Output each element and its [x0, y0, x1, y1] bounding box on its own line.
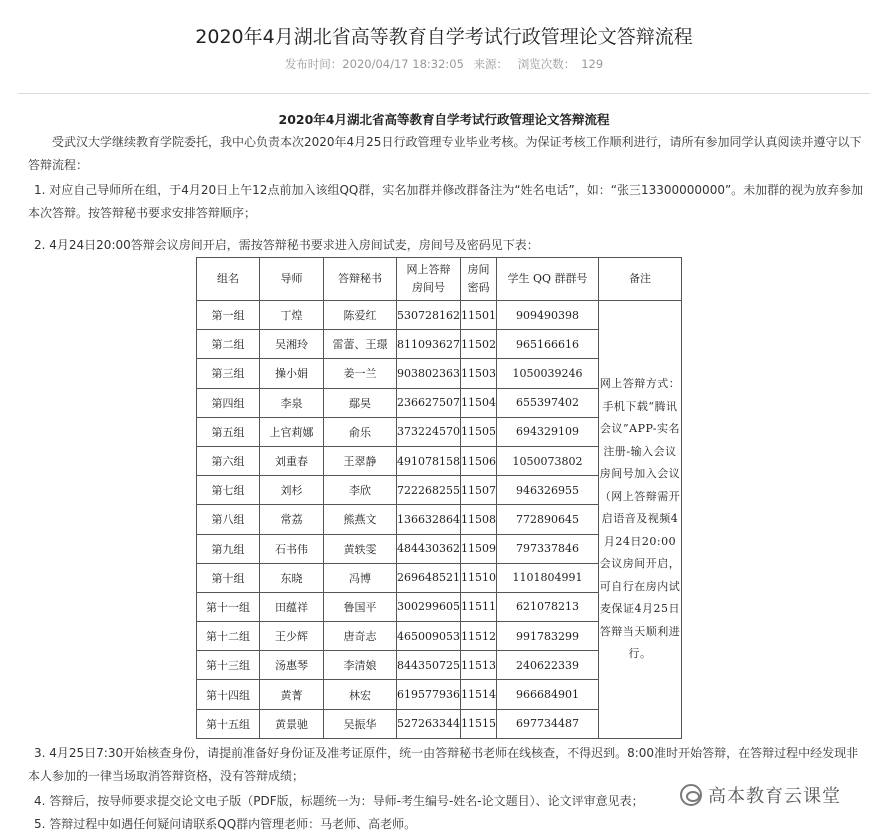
cell-room: 236627507	[397, 388, 461, 417]
header-room-line1: 网上答辩	[406, 263, 451, 276]
cell-password: 11505	[461, 417, 497, 446]
page-title: 2020年4月湖北省高等教育自学考试行政管理论文答辩流程	[195, 26, 693, 48]
cell-qq: 1050073802	[497, 446, 599, 475]
cell-advisor: 操小娟	[260, 359, 324, 388]
cell-password: 11509	[461, 534, 497, 563]
article-meta	[0, 56, 888, 72]
cell-password: 11502	[461, 330, 497, 359]
views-label: 浏览次数：	[517, 57, 576, 71]
cell-secretary: 李欣	[324, 476, 397, 505]
cell-qq: 240622339	[497, 651, 599, 680]
cell-group: 第十一组	[197, 592, 260, 621]
publish-time: 发布时间：2020/04/17 18:32:05	[284, 57, 464, 71]
cell-advisor: 黄菁	[260, 680, 324, 709]
cell-secretary: 唐奇志	[324, 622, 397, 651]
cell-qq: 621078213	[497, 592, 599, 621]
cell-room: 527263344	[397, 709, 461, 738]
table-row	[197, 301, 682, 330]
cell-secretary: 鲁国平	[324, 592, 397, 621]
watermark-text: 高本教育云课堂	[708, 786, 841, 807]
cell-password: 11503	[461, 359, 497, 388]
cell-qq: 1101804991	[497, 563, 599, 592]
cell-group: 第三组	[197, 359, 260, 388]
cell-secretary: 黄轶雯	[324, 534, 397, 563]
cell-group: 第十二组	[197, 622, 260, 651]
source-label: 来源：	[473, 57, 509, 71]
cell-room: 722268255	[397, 476, 461, 505]
cell-secretary: 王翠静	[324, 446, 397, 475]
cell-room: 373224570	[397, 417, 461, 446]
cell-advisor: 石书伟	[260, 534, 324, 563]
table-header-row	[197, 258, 682, 301]
cell-qq: 797337846	[497, 534, 599, 563]
header-pwd-line1: 房间	[467, 263, 490, 276]
cell-qq: 1050039246	[497, 359, 599, 388]
cell-room: 619577936	[397, 680, 461, 709]
cell-qq: 909490398	[497, 301, 599, 330]
cell-group: 第五组	[197, 417, 260, 446]
cell-room: 811093627	[397, 330, 461, 359]
cell-qq: 772890645	[497, 505, 599, 534]
cell-password: 11514	[461, 680, 497, 709]
cell-group: 第七组	[197, 476, 260, 505]
cell-secretary: 鄢昊	[324, 388, 397, 417]
cell-room: 300299605	[397, 592, 461, 621]
cell-group: 第十五组	[197, 709, 260, 738]
cell-advisor: 汤惠琴	[260, 651, 324, 680]
cell-qq: 965166616	[497, 330, 599, 359]
cell-advisor: 刘杉	[260, 476, 324, 505]
cell-password: 11506	[461, 446, 497, 475]
cell-group: 第四组	[197, 388, 260, 417]
cell-advisor: 吴湘玲	[260, 330, 324, 359]
table-body	[197, 301, 682, 739]
cell-password: 11501	[461, 301, 497, 330]
step-4: 4. 答辩后，按导师要求提交论文电子版（PDF版，标题统一为：导师-考生编号-姓名-论文题目）、论文评审意见表；	[34, 794, 644, 808]
header-secretary: 答辩秘书	[324, 258, 397, 301]
watermark	[680, 780, 880, 810]
cell-room: 269648521	[397, 563, 461, 592]
cell-group: 第十三组	[197, 651, 260, 680]
cell-advisor: 丁煌	[260, 301, 324, 330]
header-group: 组名	[197, 258, 260, 301]
cell-secretary: 冯博	[324, 563, 397, 592]
cell-advisor: 上官莉娜	[260, 417, 324, 446]
cell-password: 11513	[461, 651, 497, 680]
schedule-table	[196, 257, 682, 739]
cell-group: 第二组	[197, 330, 260, 359]
cell-group: 第八组	[197, 505, 260, 534]
article-intro: 受武汉大学继续教育学院委托，我中心负责本次2020年4月25日行政管理专业毕业考核。为保证考核工作顺利进行，请所有参加同学认真阅读并遵守以下答辩流程：	[28, 135, 862, 172]
header-advisor: 导师	[260, 258, 324, 301]
cell-qq: 966684901	[497, 680, 599, 709]
cell-password: 11507	[461, 476, 497, 505]
cell-group: 第六组	[197, 446, 260, 475]
cell-advisor: 李泉	[260, 388, 324, 417]
cell-advisor: 常荔	[260, 505, 324, 534]
cell-password: 11511	[461, 592, 497, 621]
header-password	[461, 258, 497, 301]
cell-room: 530728162	[397, 301, 461, 330]
views-count: 129	[581, 57, 604, 71]
cell-group: 第十组	[197, 563, 260, 592]
cell-room: 844350725	[397, 651, 461, 680]
cell-secretary: 吴振华	[324, 709, 397, 738]
step-2: 2. 4月24日20:00答辩会议房间开启，需按答辩秘书要求进入房间试麦，房间号及密码见下表：	[34, 238, 539, 252]
cell-qq: 946326955	[497, 476, 599, 505]
cell-advisor: 王少辉	[260, 622, 324, 651]
cell-group: 第一组	[197, 301, 260, 330]
cell-note: 网上答辩方式：手机下载“腾讯会议”APP-实名注册-输入会议房间号加入会议（网上答辩需开启语音及视频4月24日20:00会议房间开启，可自行在房内试麦保证4月25日答辩当天顺利进行。	[599, 301, 682, 739]
cell-secretary: 林宏	[324, 680, 397, 709]
cell-secretary: 熊燕文	[324, 505, 397, 534]
cell-advisor: 田蕴祥	[260, 592, 324, 621]
cell-qq: 697734487	[497, 709, 599, 738]
cell-password: 11510	[461, 563, 497, 592]
step-3: 3. 4月25日7:30开始核查身份，请提前准备好身份证及准考证原件，统一由答辩秘书老师在线核查，不得迟到。8:00准时开始答辩，在答辩过程中经发现非本人参加的一律当场取消答辩资格，没有答辩成绩；	[28, 746, 859, 783]
cell-advisor: 东晓	[260, 563, 324, 592]
step-5: 5. 答辩过程中如遇任何疑问请联系QQ群内管理老师：马老师、高老师。	[34, 817, 417, 831]
cell-advisor: 黄景驰	[260, 709, 324, 738]
cell-room: 903802363	[397, 359, 461, 388]
article-title: 2020年4月湖北省高等教育自学考试行政管理论文答辩流程	[278, 112, 610, 127]
cell-group: 第九组	[197, 534, 260, 563]
header-room	[397, 258, 461, 301]
cell-qq: 694329109	[497, 417, 599, 446]
cell-qq: 655397402	[497, 388, 599, 417]
cell-password: 11515	[461, 709, 497, 738]
cell-room: 136632864	[397, 505, 461, 534]
cell-password: 11504	[461, 388, 497, 417]
wechat-icon	[680, 784, 702, 806]
header-pwd-line2: 密码	[467, 281, 490, 294]
cell-password: 11512	[461, 622, 497, 651]
cell-room: 491078158	[397, 446, 461, 475]
header-qq: 学生 QQ 群群号	[497, 258, 599, 301]
cell-advisor: 刘重春	[260, 446, 324, 475]
cell-secretary: 陈爱红	[324, 301, 397, 330]
cell-room: 484430362	[397, 534, 461, 563]
cell-secretary: 李清娘	[324, 651, 397, 680]
header-room-line2: 房间号	[412, 281, 445, 294]
cell-qq: 991783299	[497, 622, 599, 651]
header-note: 备注	[599, 258, 682, 301]
cell-group: 第十四组	[197, 680, 260, 709]
cell-room: 465009053	[397, 622, 461, 651]
cell-password: 11508	[461, 505, 497, 534]
cell-secretary: 姜一兰	[324, 359, 397, 388]
step-1: 1. 对应自己导师所在组，于4月20日上午12点前加入该组QQ群，实名加群并修改群备注为“姓名电话”，如：“张三13300000000”。未加群的视为放弃参加本次答辩。按答辩秘书要求安排答辩顺序；	[28, 183, 864, 220]
header-divider	[18, 93, 870, 94]
cell-secretary: 俞乐	[324, 417, 397, 446]
cell-secretary: 雷蕾、王璟	[324, 330, 397, 359]
